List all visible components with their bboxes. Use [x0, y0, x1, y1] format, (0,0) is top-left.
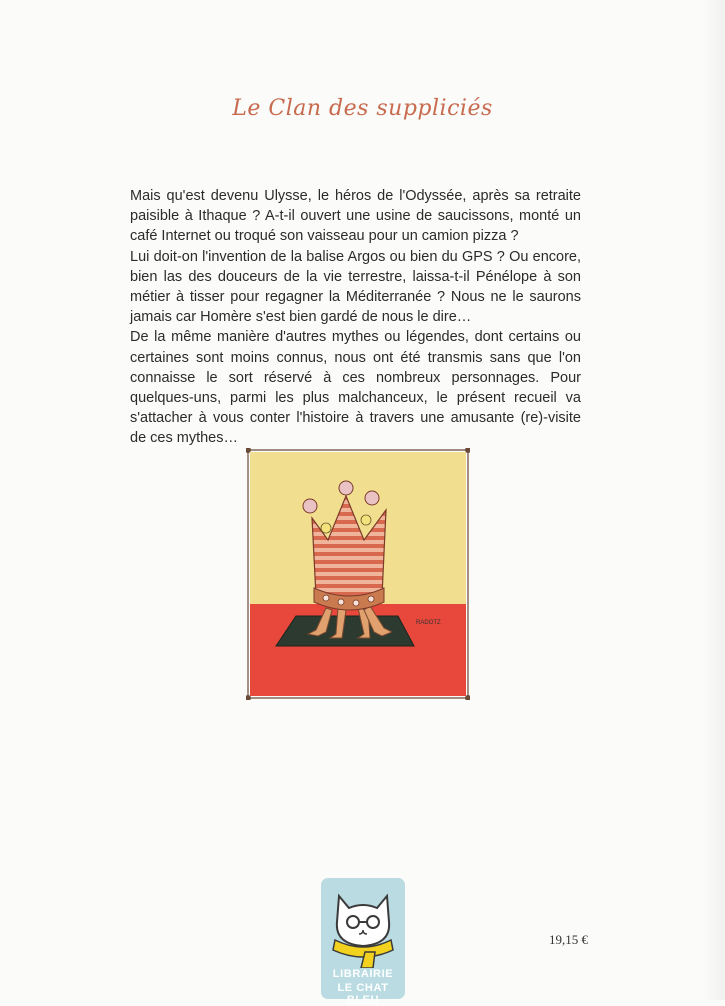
- cat-icon: [321, 882, 405, 968]
- logo-line-2: LE CHAT BLEU: [337, 982, 389, 1006]
- svg-text:RADOTZ: RADOTZ: [416, 620, 441, 626]
- crown-creature-illustration: [246, 448, 470, 700]
- blurb-paragraph-1: Mais qu'est devenu Ulysse, le héros de l'Odyssée, après sa retraite paisible à Ithaque ? A-t-il ouvert une usine de saucissons, monté un café Internet ou troqué son vaisseau pour un camion pizza ?: [130, 188, 581, 245]
- blurb-paragraph-2: Lui doit-on l'invention de la balise Argos ou bien du GPS ? Ou encore, bien las des douceurs de la vie terrestre, laissa-t-il Pénélope à son métier à tisser pour regagner la Méditerranée ? Nous ne le saurons jamais car Homère s'est bien gardé de nous le dire…: [130, 248, 581, 326]
- bookshop-logo: [321, 878, 405, 1006]
- page-edge: [703, 0, 725, 1000]
- blurb-paragraph-3: De la même manière d'autres mythes ou légendes, dont certains ou certaines sont moins connus, nous ont été transmis sans que l'on connaisse le sort réservé à ces nombreux personnages. Pour quelques-uns, parmi les plus malchanceux, le présent recueil va s'attacher à vous conter l'histoire à travers une amusante (re)-visite de ces mythes…: [130, 329, 581, 447]
- price: 19,15 €: [549, 932, 588, 947]
- back-cover-blurb: [130, 186, 581, 449]
- book-title: Le Clan des suppliciés: [232, 96, 493, 121]
- logo-line-1: LIBRAIRIE: [332, 968, 394, 980]
